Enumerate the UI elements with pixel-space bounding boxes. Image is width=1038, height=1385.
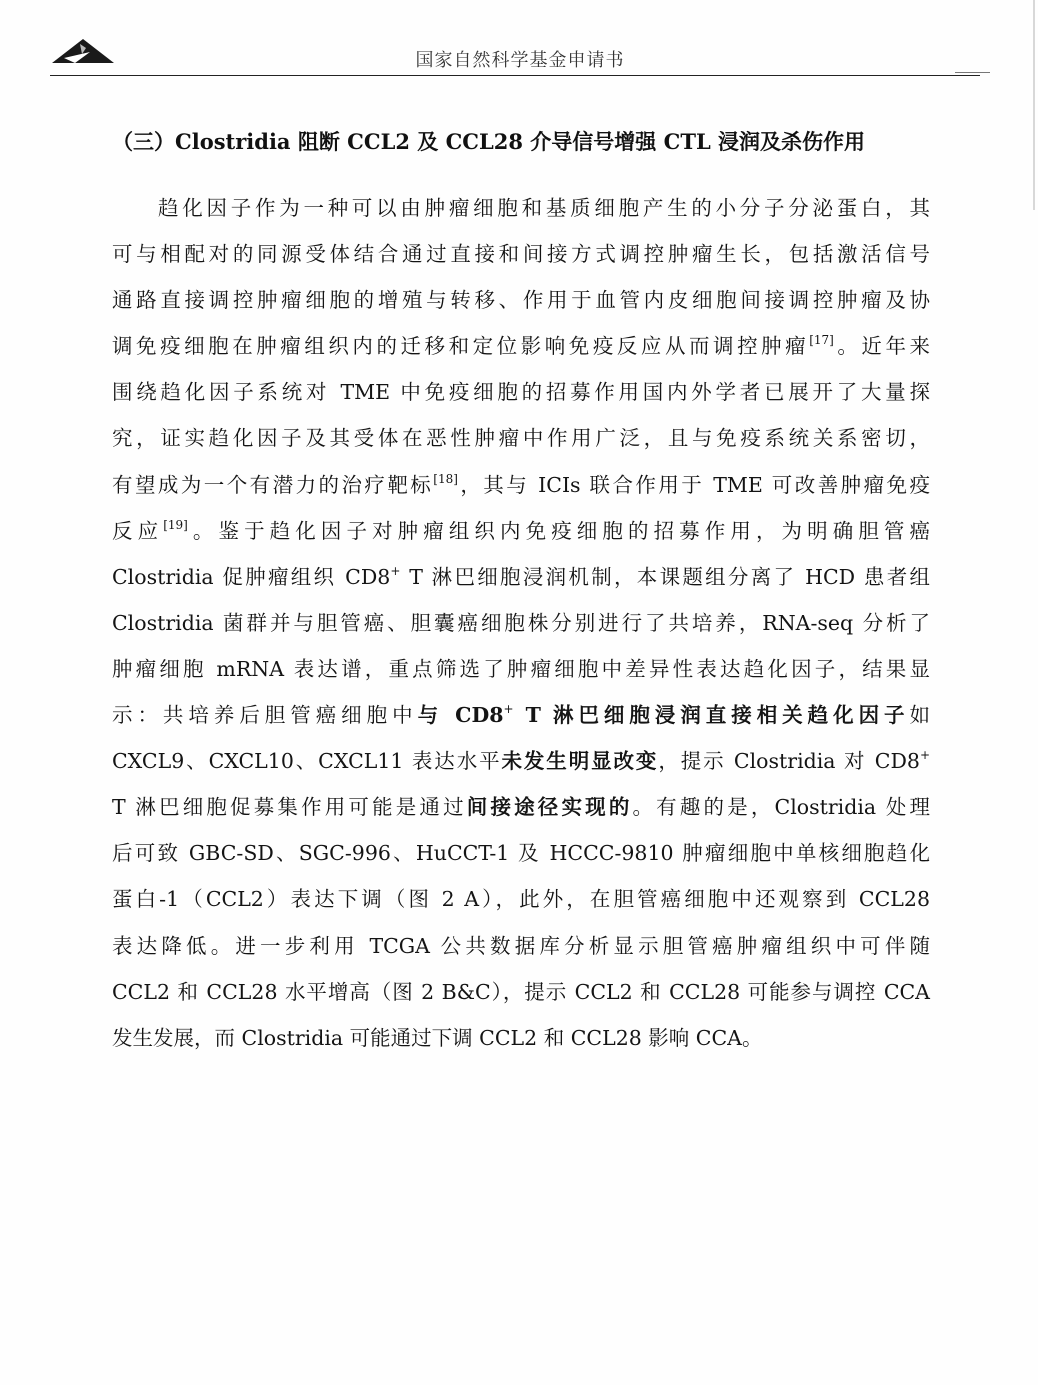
text-segment: 反应 — [112, 518, 164, 543]
citation-superscript: + — [390, 563, 401, 578]
text-line — [112, 649, 930, 695]
text-segment: Clostridia 促肿瘤组织 CD8 — [112, 564, 391, 589]
text-line — [112, 741, 930, 787]
text-line — [112, 326, 930, 372]
text-line — [112, 557, 930, 603]
citation-superscript: + — [503, 702, 514, 717]
text-segment: 如 — [909, 703, 930, 728]
text-segment: 。鉴于趋化因子对肿瘤组织内免疫细胞的招募作用，为明确胆管癌 — [187, 518, 931, 543]
text-line — [112, 372, 930, 418]
text-line — [112, 972, 930, 1018]
citation-superscript: [19] — [163, 517, 188, 532]
header-rule — [50, 75, 980, 76]
text-line — [112, 280, 930, 326]
text-segment: CXCL9、CXCL10、CXCL11 表达水平 — [112, 749, 502, 774]
text-line — [112, 603, 930, 649]
text-segment: Clostridia 菌群并与胆管癌、胆囊癌细胞株分别进行了共培养，RNA-seq 分析了 — [112, 610, 930, 635]
bold-emphasis: 与 CD8 — [417, 703, 504, 728]
text-segment: 通路直接调控肿瘤细胞的增殖与转移、作用于血管内皮细胞间接调控肿瘤及协 — [112, 288, 930, 313]
text-line — [112, 234, 930, 280]
page-edge-mark — [1033, 0, 1035, 210]
text-line — [112, 926, 930, 972]
text-segment: 趋化因子作为一种可以由肿瘤细胞和基质细胞产生的小分子分泌蛋白，其 — [158, 196, 930, 220]
text-segment: CCL2 和 CCL28 水平增高（图 2 B&C），提示 CCL2 和 CCL28 可能参与调控 CCA — [112, 979, 930, 1004]
text-line — [112, 188, 930, 234]
body-paragraph — [112, 188, 930, 1064]
bold-emphasis: T 淋巴细胞浸润直接相关趋化因子 — [513, 703, 910, 728]
text-segment: 究，证实趋化因子及其受体在恶性肿瘤中作用广泛，且与免疫系统关系密切， — [112, 426, 930, 451]
text-line — [112, 465, 930, 511]
text-line — [112, 1018, 930, 1064]
citation-superscript: + — [919, 748, 930, 763]
text-segment: 有望成为一个有潜力的治疗靶标 — [112, 472, 434, 497]
text-line — [112, 787, 930, 833]
text-segment: 调免疫细胞在肿瘤组织内的迁移和定位影响免疫反应从而调控肿瘤 — [112, 334, 810, 359]
text-segment: ，其与 ICIs 联合作用于 TME 可改善肿瘤免疫 — [457, 472, 930, 497]
text-line — [112, 418, 930, 464]
text-segment: 。近年来 — [833, 334, 931, 359]
text-segment: 蛋白-1（CCL2）表达下调（图 2 A），此外，在胆管癌细胞中还观察到 CCL28 — [112, 887, 930, 912]
text-segment: 后可致 GBC-SD、SGC-996、HuCCT-1 及 HCCC-9810 肿瘤细胞中单核细胞趋化 — [112, 841, 930, 866]
text-segment: 发生发展，而 Clostridia 可能通过下调 CCL2 和 CCL28 影响 CCA。 — [112, 1025, 763, 1050]
citation-superscript: [18] — [433, 471, 458, 486]
text-segment: T 淋巴细胞浸润机制，本课题组分离了 HCD 患者组 — [400, 564, 930, 589]
section-heading: （三）Clostridia 阻断 CCL2 及 CCL28 介导信号增强 CTL 浸润及杀伤作用 — [112, 129, 866, 154]
text-segment: 围绕趋化因子系统对 TME 中免疫细胞的招募作用国内外学者已展开了大量探 — [112, 380, 930, 405]
nsfc-triangle-logo-icon — [50, 36, 116, 66]
bold-emphasis: 未发生明显改变 — [501, 749, 659, 774]
text-segment: 示：共培养后胆管癌细胞中 — [112, 703, 418, 728]
bold-emphasis: 间接途径实现的 — [466, 795, 633, 820]
header-rule-tail — [955, 72, 990, 73]
text-segment: 肿瘤细胞 mRNA 表达谱，重点筛选了肿瘤细胞中差异性表达趋化因子，结果显 — [112, 656, 930, 681]
header-title: 国家自然科学基金申请书 — [415, 50, 625, 71]
text-line — [112, 833, 930, 879]
text-segment: ，提示 Clostridia 对 CD8 — [658, 749, 920, 774]
text-line — [112, 511, 930, 557]
text-line — [112, 879, 930, 925]
text-line — [112, 695, 930, 741]
text-segment: 表达降低。进一步利用 TCGA 公共数据库分析显示胆管癌肿瘤组织中可伴随 — [112, 933, 930, 958]
text-segment: 可与相配对的同源受体结合通过直接和间接方式调控肿瘤生长，包括激活信号 — [112, 242, 930, 267]
text-segment: T 淋巴细胞促募集作用可能是通过 — [112, 795, 467, 820]
text-segment: 。有趣的是，Clostridia 处理 — [632, 795, 930, 820]
citation-superscript: [17] — [809, 333, 834, 348]
